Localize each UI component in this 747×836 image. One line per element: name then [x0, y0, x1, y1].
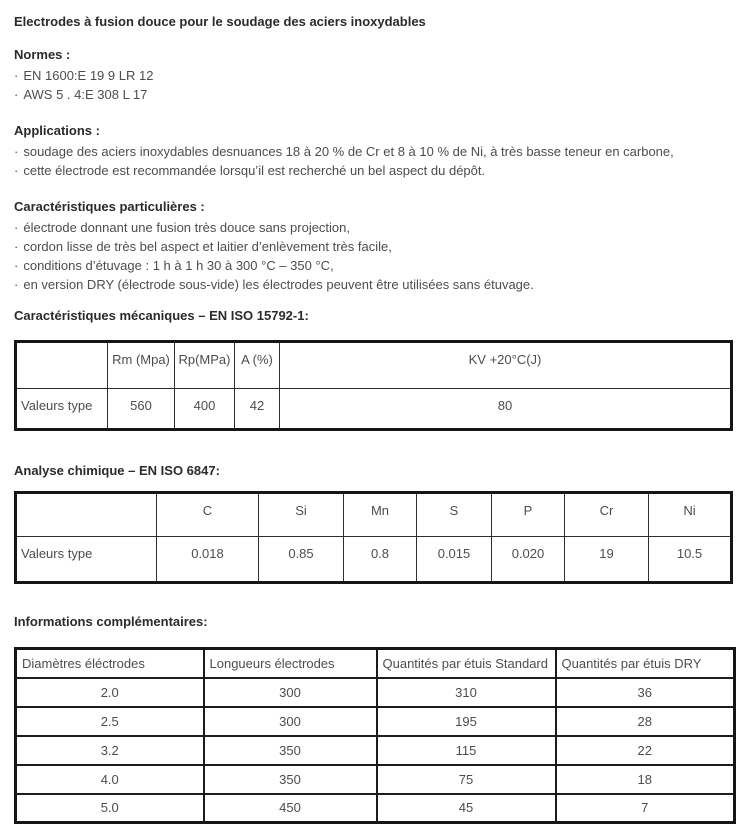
cell: 75 [377, 765, 556, 794]
bullet-text: EN 1600:E 19 9 LR 12 [23, 68, 154, 83]
bullet-text: cordon lisse de très bel aspect et laitier d’enlèvement très facile, [23, 239, 392, 254]
bullet-text: en version DRY (électrode sous-vide) les électrodes peuvent être utilisées sans étuvage. [23, 277, 534, 292]
section-heading-applications: Applications : [14, 123, 100, 138]
cell: 2.5 [16, 707, 204, 736]
bullet-icon: · [14, 87, 19, 102]
list-item [14, 85, 733, 104]
cell: 0.015 [417, 537, 492, 583]
chemical-heading: Analyse chimique – EN ISO 6847: [14, 463, 220, 478]
bullet-text: soudage des aciers inoxydables desnuances 18 à 20 % de Cr et 8 à 10 % de Ni, à très basse teneur en carbone, [23, 144, 674, 159]
column-header: P [492, 493, 565, 537]
column-header [16, 493, 157, 537]
cell: 0.85 [259, 537, 344, 583]
cell: 0.018 [157, 537, 259, 583]
column-header: Longueurs électrodes [204, 649, 377, 678]
row-label-cell: Valeurs type [16, 537, 157, 583]
section-heading-caracteristiques: Caractéristiques particulières : [14, 199, 205, 214]
bullet-icon: · [14, 68, 19, 83]
table-header-row [16, 493, 732, 537]
column-header: Quantités par étuis DRY [556, 649, 735, 678]
bullet-icon: · [14, 163, 19, 178]
column-header: Mn [344, 493, 417, 537]
table-row [16, 736, 735, 765]
list-item [14, 237, 733, 256]
section-normes [14, 47, 733, 104]
bullet-icon: · [14, 220, 19, 235]
cell: 80 [280, 389, 732, 430]
column-header [16, 342, 108, 389]
cell: 0.020 [492, 537, 565, 583]
column-header: S [417, 493, 492, 537]
bullet-text: électrode donnant une fusion très douce sans projection, [23, 220, 351, 235]
table-row [16, 765, 735, 794]
column-header: Rp(MPa) [175, 342, 235, 389]
column-header: Diamètres éléctrodes [16, 649, 204, 678]
chemical-table [14, 491, 733, 584]
cell: 7 [556, 794, 735, 823]
bullet-text: conditions d’étuvage : 1 h à 1 h 30 à 300 °C – 350 °C, [23, 258, 334, 273]
column-header: Quantités par étuis Standard [377, 649, 556, 678]
column-header: KV +20°C(J) [280, 342, 732, 389]
cell: 195 [377, 707, 556, 736]
column-header: C [157, 493, 259, 537]
cell: 42 [235, 389, 280, 430]
bullet-icon: · [14, 277, 19, 292]
cell: 22 [556, 736, 735, 765]
bullet-text: cette électrode est recommandée lorsqu’il est recherché un bel aspect du dépôt. [23, 163, 486, 178]
cell: 5.0 [16, 794, 204, 823]
cell: 310 [377, 678, 556, 707]
list-item [14, 275, 733, 294]
column-header: Cr [565, 493, 649, 537]
bullet-text: AWS 5 . 4:E 308 L 17 [23, 87, 148, 102]
cell: 2.0 [16, 678, 204, 707]
cell: 300 [204, 707, 377, 736]
table-row [16, 537, 732, 583]
cell: 350 [204, 736, 377, 765]
list-item [14, 66, 733, 85]
cell: 10.5 [649, 537, 732, 583]
table-row [16, 389, 732, 430]
row-label-cell: Valeurs type [16, 389, 108, 430]
additional-heading: Informations complémentaires: [14, 614, 208, 629]
cell: 450 [204, 794, 377, 823]
column-header: A (%) [235, 342, 280, 389]
section-caracteristiques [14, 199, 733, 294]
table-row [16, 794, 735, 823]
bullet-icon: · [14, 239, 19, 254]
cell: 115 [377, 736, 556, 765]
mechanical-table [14, 340, 733, 431]
cell: 3.2 [16, 736, 204, 765]
mechanical-heading: Caractéristiques mécaniques – EN ISO 15792-1: [14, 308, 309, 323]
section-heading-normes: Normes : [14, 47, 71, 62]
list-item [14, 142, 733, 161]
cell: 400 [175, 389, 235, 430]
cell: 4.0 [16, 765, 204, 794]
table-row [16, 678, 735, 707]
additional-table [14, 647, 736, 824]
table-header-row [16, 649, 735, 678]
cell: 350 [204, 765, 377, 794]
page-title: Electrodes à fusion douce pour le soudage des aciers inoxydables [14, 14, 426, 29]
list-item [14, 256, 733, 275]
cell: 0.8 [344, 537, 417, 583]
column-header: Rm (Mpa) [108, 342, 175, 389]
column-header: Ni [649, 493, 732, 537]
cell: 28 [556, 707, 735, 736]
table-row [16, 707, 735, 736]
cell: 19 [565, 537, 649, 583]
cell: 560 [108, 389, 175, 430]
bullet-icon: · [14, 144, 19, 159]
column-header: Si [259, 493, 344, 537]
cell: 18 [556, 765, 735, 794]
cell: 36 [556, 678, 735, 707]
bullet-icon: · [14, 258, 19, 273]
cell: 300 [204, 678, 377, 707]
table-header-row [16, 342, 732, 389]
list-item [14, 161, 733, 180]
list-item [14, 218, 733, 237]
cell: 45 [377, 794, 556, 823]
section-applications [14, 123, 733, 180]
